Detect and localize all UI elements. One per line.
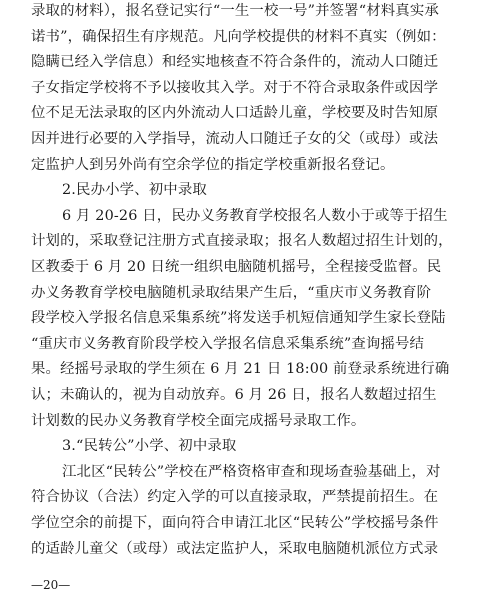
body-line: 段学校入学报名信息采集系统”将发送手机短信通知学生家长登陆 (31, 310, 446, 327)
body-line: 江北区“民转公”学校在严格资格审查和现场查验基础上，对 (62, 463, 441, 480)
body-line: “重庆市义务教育阶段学校入学报名信息采集系统”查询摇号结 (31, 335, 425, 352)
body-line: 子女指定学校将不予以接收其入学。对于不符合录取条件或因学 (31, 79, 439, 96)
body-line: 符合协议（合法）约定入学的可以直接录取，严禁提前招生。在 (31, 489, 439, 506)
body-line: 果。经摇号录取的学生须在 6 月 21 日 18:00 前登录系统进行确 (31, 361, 450, 378)
section-heading-private-schools: 2.民办小学、初中录取 (62, 182, 207, 199)
body-line: 认；未确认的，视为自动放弃。6 月 26 日，报名人数超过招生 (31, 387, 437, 403)
body-line: 计划数的民办义务教育学校全面完成摇号录取工作。 (31, 412, 366, 429)
body-line: 区教委于 6 月 20 日统一组织电脑随机摇号，全程接受监督。民 (31, 259, 442, 275)
section-heading-public-transfer-schools: 3.“民转公”小学、初中录取 (62, 438, 237, 455)
body-line: 位不足无法录取的区内外流动人口适龄儿童，学校要及时告知原 (31, 105, 439, 122)
body-line: 隐瞒已经入学信息）和经实地核查不符合条件的，流动人口随迁 (31, 54, 439, 71)
body-line: 的适龄儿童父（或母）或法定监护人，采取电脑随机派位方式录 (31, 540, 439, 557)
body-line: 因并进行必要的入学指导，流动人口随迁子女的父（或母）或法 (31, 131, 439, 147)
page-number: —20— (31, 578, 71, 592)
body-line: 计划的，采取登记注册方式直接录取；报名人数超过招生计划的， (31, 233, 453, 250)
body-line: 录取的材料），报名登记实行“一生一校一号”并签署“材料真实承 (31, 3, 439, 19)
body-line: 学位空余的前提下，面向符合申请江北区“民转公”学校摇号条件 (31, 515, 439, 531)
body-line: 定监护人到另外尚有空余学位的指定学校重新报名登记。 (31, 156, 395, 173)
body-line: 6 月 20-26 日，民办义务教育学校报名人数小于或等于招生 (62, 207, 448, 224)
body-line: 诺书”，确保招生有序规范。凡向学校提供的材料不真实（例如： (31, 28, 446, 45)
body-line: 办义务教育学校电脑随机录取结果产生后，“重庆市义务教育阶 (31, 284, 432, 301)
